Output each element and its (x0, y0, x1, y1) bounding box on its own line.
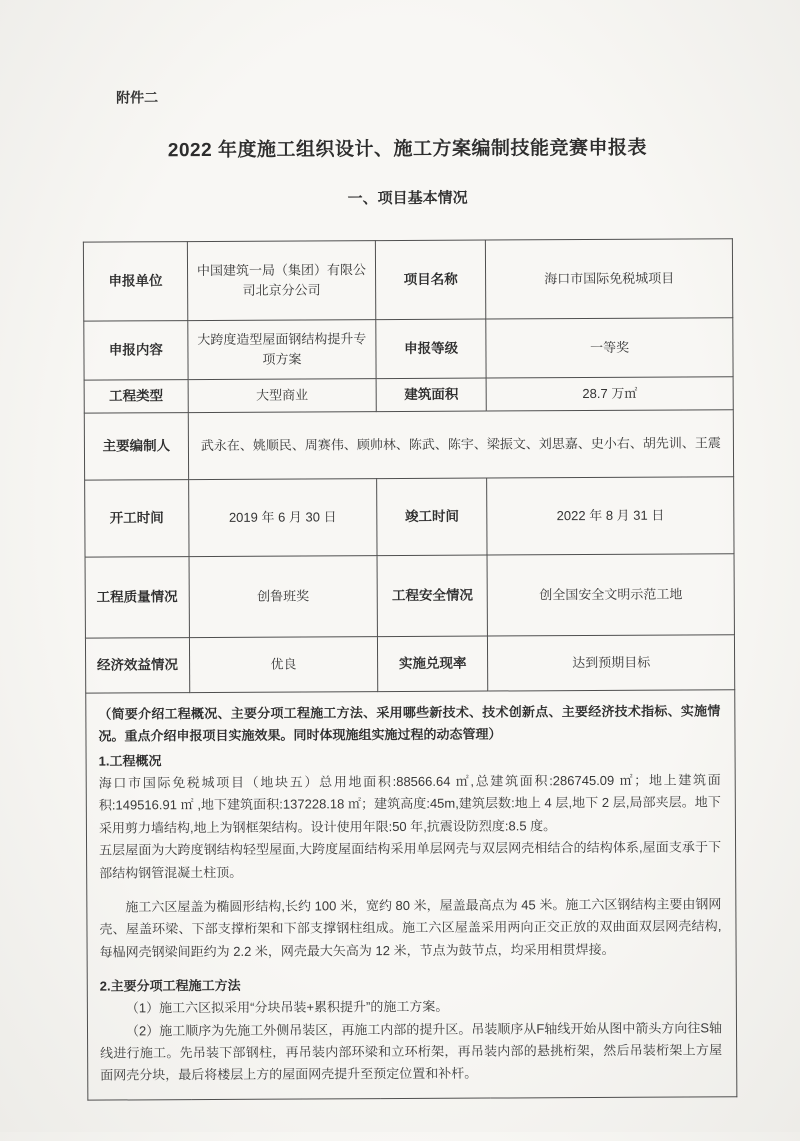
attachment-label: 附件二 (116, 89, 159, 106)
section-title: 一、项目基本情况 (347, 189, 468, 208)
table-row (85, 554, 734, 638)
field-label: 建筑面积 (376, 378, 486, 412)
paragraph-overview-2: 五层屋面为大跨度钢结构轻型屋面,大跨度屋面结构采用单层网壳与双层网壳相结合的结构体系,屋面支承于下部结构钢管混凝土柱顶。 (99, 839, 722, 881)
notes-intro: （简要介绍工程概况、主要分项工程施工方法、采用哪些新技术、技术创新点、主要经济技术指标、实施情况。重点介绍申报项目实施效果。同时体现施组实施过程的动态管理） (98, 703, 721, 744)
field-value: 大型商业 (188, 379, 376, 413)
field-value: 2022 年 8 月 31 日 (487, 477, 734, 555)
project-info-table (83, 238, 737, 1100)
field-value: 创鲁班奖 (189, 556, 378, 638)
paragraph-overview-1: 海口市国际免税城项目（地块五）总用地面积:88566.64 ㎡,总建筑面积:286745.09 ㎡；地上建筑面积:149516.91 ㎡ ,地下建筑面积:137228.18 ㎡；建筑高度:45m,建筑层数:地上 4 层,地下 2 层,局部夹层。地下采用剪力墙结构,地上为钢框架结构。设计使用年限:50 年,抗震设防烈度:8.5 度。 (98, 772, 721, 836)
notes-cell (86, 690, 737, 1100)
paragraph-method-2: （2）施工顺序为先施工外侧吊装区，再施工内部的提升区。吊装顺序从F轴线开始从图中箭头方向往S轴线进行施工。先吊装下部钢柱，再吊装内部环梁和立环桁架，再吊装内部的悬挑桁架，然后吊装桁架上方屋面网壳分块，最后将楼层上方的屋面网壳提升至预定位置和补杆。 (100, 1019, 723, 1083)
field-value: 中国建筑一局（集团）有限公司北京分公司 (187, 241, 376, 321)
field-value: 达到预期目标 (488, 635, 735, 691)
paragraph-method-1: （1）施工六区拟采用“分块吊装+累积提升”的施工方案。 (125, 999, 449, 1016)
field-label: 申报单位 (83, 242, 187, 322)
table-row (84, 410, 733, 480)
table-row (84, 377, 733, 413)
table-row-notes (86, 690, 737, 1100)
field-value: 一等奖 (486, 318, 733, 378)
paragraph-overview-3: 施工六区屋盖为椭圆形结构,长约 100 米，宽约 80 米，屋盖最高点为 45 米。施工六区钢结构主要由钢网壳、屋盖环梁、下部支撑桁架和下部支撑钢柱组成。施工六区屋盖采用两向正交正放的双曲面双层网壳结构,每榀网壳钢梁间距约为 2.2 米，网壳最大矢高为 12 米，节点为鼓节点，均采用相贯焊接。 (99, 896, 722, 960)
section-1-heading: 1.工程概况 (98, 752, 162, 769)
document-title: 2022 年度施工组织设计、施工方案编制技能竞赛申报表 (167, 137, 647, 162)
table-row (85, 477, 734, 557)
field-label: 申报内容 (84, 321, 188, 381)
field-label: 申报等级 (376, 319, 487, 379)
field-label: 开工时间 (85, 480, 189, 558)
field-label: 工程质量情况 (85, 557, 189, 639)
section-2-heading: 2.主要分项工程施工方法 (99, 977, 241, 994)
field-value: 优良 (189, 637, 377, 693)
field-value: 武永在、姚顺民、周赛伟、顾帅林、陈武、陈宇、梁振文、刘思嘉、史小右、胡先训、王震 (188, 410, 734, 480)
field-label: 工程类型 (84, 380, 188, 414)
field-value: 2019 年 6 月 30 日 (188, 479, 377, 557)
field-value: 海口市国际免税城项目 (486, 239, 733, 319)
field-label: 竣工时间 (377, 478, 488, 556)
table-row (83, 239, 732, 321)
field-label: 工程安全情况 (377, 555, 488, 637)
field-label: 主要编制人 (84, 413, 188, 481)
table-row (84, 318, 733, 380)
field-value: 创全国安全文明示范工地 (487, 554, 734, 636)
field-label: 项目名称 (375, 240, 486, 320)
table-row (85, 635, 734, 693)
field-value: 大跨度造型屋面钢结构提升专项方案 (188, 320, 377, 380)
field-label: 经济效益情况 (85, 638, 189, 694)
field-label: 实施兑现率 (377, 636, 488, 692)
field-value: 28.7 万㎡ (486, 377, 733, 411)
